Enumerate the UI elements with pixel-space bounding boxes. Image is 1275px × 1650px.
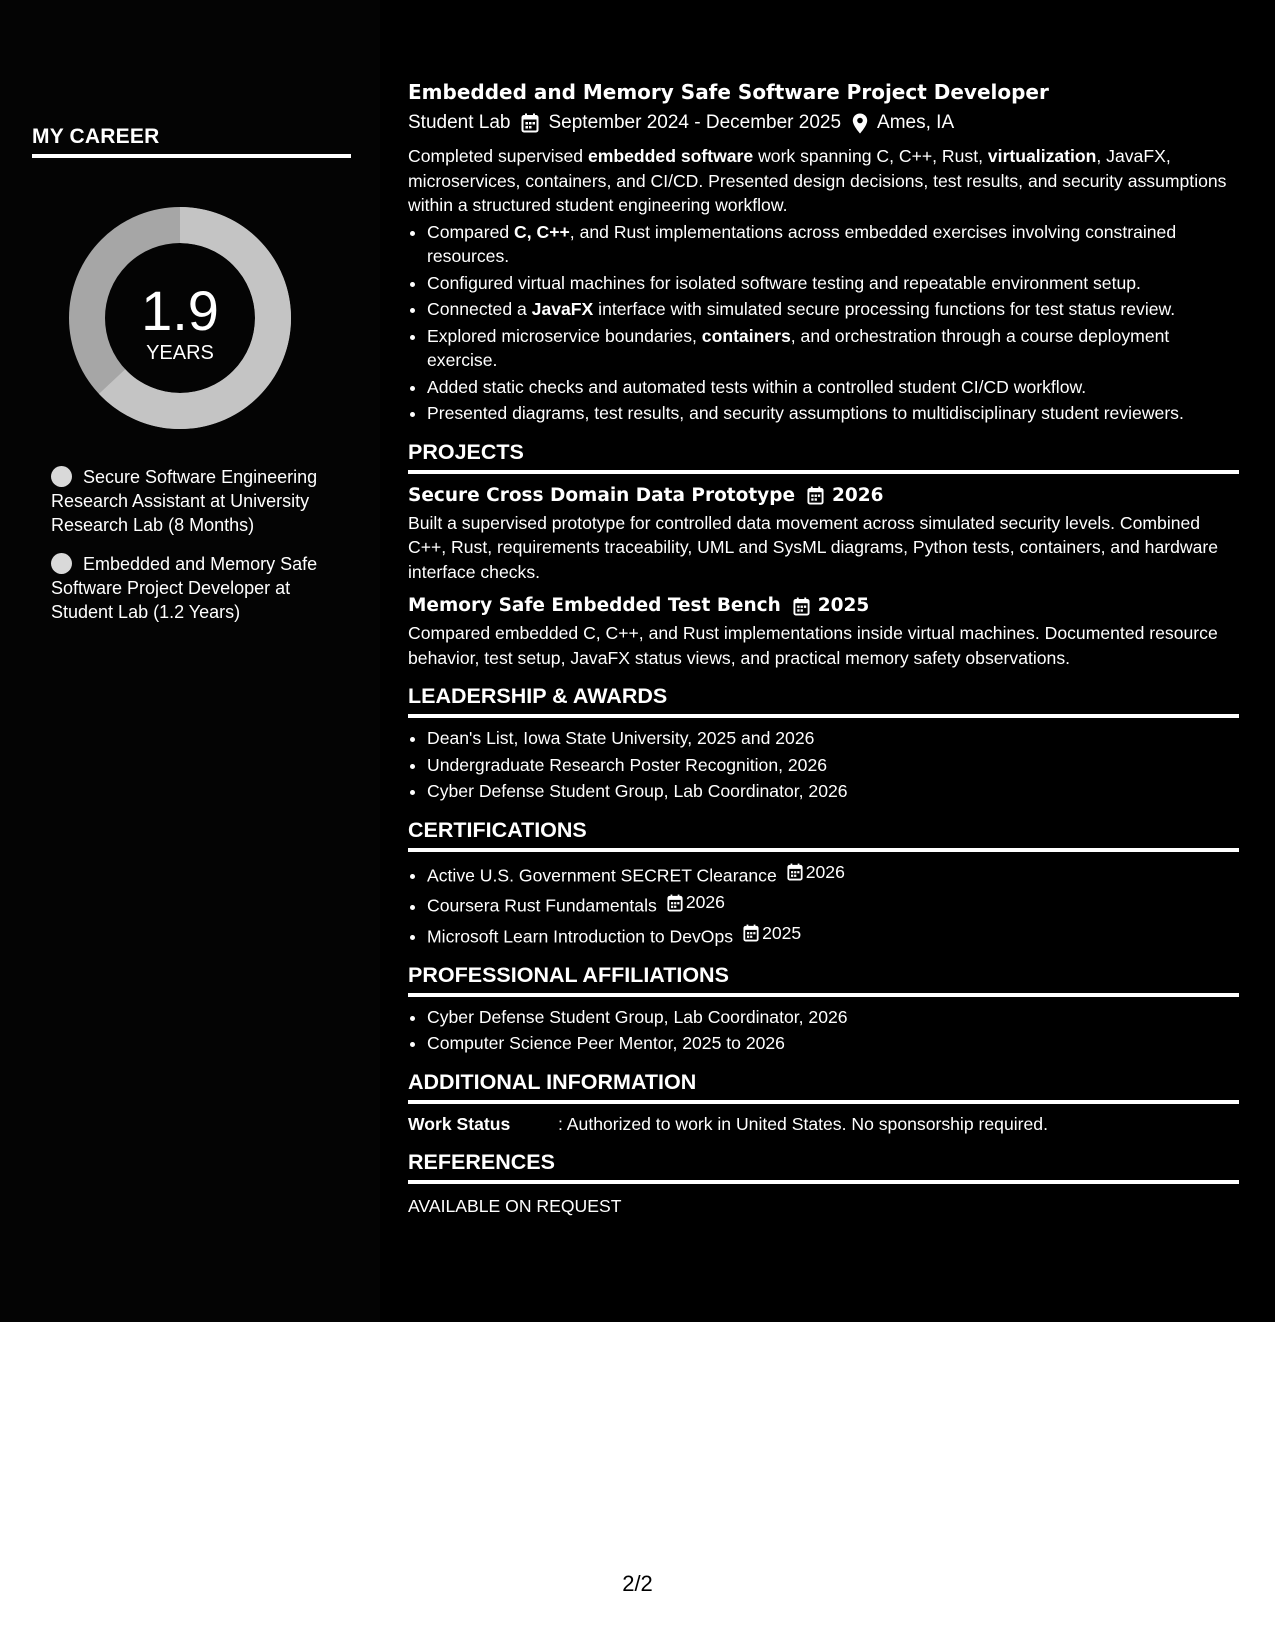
list-item: • Active U.S. Government SECRET Clearance 2026 bbox=[427, 860, 1239, 888]
list-item: • Explored microservice boundaries, containers, and orchestration through a course deployment exercise. bbox=[427, 324, 1239, 373]
page-number: 2/2 bbox=[622, 1571, 653, 1596]
project-year: 2025 bbox=[817, 595, 870, 616]
project-description: Built a supervised prototype for controlled data movement across simulated security levels. Combined C++, Rust, requirements traceability, UML and SysML diagrams, Python tests, containers, and hardware interface checks. bbox=[408, 512, 1219, 582]
job-meta bbox=[408, 110, 1239, 136]
job-dates: September 2024 - December 2025 bbox=[548, 112, 842, 133]
list-item: • Compared C, C++, and Rust implementations across embedded exercises involving constrained resources. bbox=[427, 220, 1239, 269]
work-status-row bbox=[408, 1112, 1239, 1136]
section-heading-additional: ADDITIONAL INFORMATION bbox=[408, 1069, 1239, 1104]
list-item: • Microsoft Learn Introduction to DevOps 2025 bbox=[427, 921, 1239, 949]
career-list bbox=[51, 465, 351, 639]
project-year: 2026 bbox=[832, 484, 884, 506]
job-location: Ames, IA bbox=[877, 112, 955, 133]
job-org: Student Lab bbox=[408, 112, 511, 133]
list-item: • Cyber Defense Student Group, Lab Coordinator, 2026 bbox=[427, 779, 1239, 804]
work-status-value: : Authorized to work in United States. No sponsorship required. bbox=[558, 1113, 1048, 1134]
list-item: • Computer Science Peer Mentor, 2025 to 2026 bbox=[427, 1031, 1239, 1056]
calendar-icon bbox=[667, 894, 683, 912]
leadership-list bbox=[408, 726, 1239, 804]
project-title: Memory Safe Embedded Test Bench 2025 bbox=[408, 593, 1239, 619]
list-item: • Coursera Rust Fundamentals 2026 bbox=[427, 890, 1239, 918]
calendar-icon bbox=[743, 924, 759, 942]
bullet-dot-icon bbox=[51, 553, 72, 574]
section-heading-certifications: CERTIFICATIONS bbox=[408, 817, 1239, 852]
section-heading-leadership: LEADERSHIP & AWARDS bbox=[408, 683, 1239, 718]
references-text: AVAILABLE ON REQUEST bbox=[408, 1195, 622, 1216]
calendar-icon bbox=[521, 113, 539, 133]
list-item: • Cyber Defense Student Group, Lab Coordinator, 2026 bbox=[427, 1005, 1239, 1030]
section-heading-affiliations: PROFESSIONAL AFFILIATIONS bbox=[408, 962, 1239, 997]
project-description: Compared embedded C, C++, and Rust implementations inside virtual machines. Documented resource behavior, test setup, JavaFX status views, and practical memory safety observations. bbox=[408, 623, 1218, 668]
career-years-donut bbox=[62, 200, 298, 436]
bullet-dot-icon bbox=[51, 466, 72, 487]
donut-value: 1.9 bbox=[141, 279, 219, 342]
calendar-icon bbox=[793, 597, 810, 616]
list-item: • Undergraduate Research Poster Recognition, 2026 bbox=[427, 753, 1239, 778]
project-title: Secure Cross Domain Data Prototype 2026 bbox=[408, 483, 1239, 509]
section-heading-projects: PROJECTS bbox=[408, 439, 1239, 474]
job-summary: Completed supervised embedded software work spanning C, C++, Rust, virtualization, JavaFX, microservices, containers, and CI/CD. Presented design decisions, test results, and security assumptions within a structured student engineering workflow. bbox=[408, 146, 1227, 215]
list-item: • Connected a JavaFX interface with simulated secure processing functions for test status review. bbox=[427, 297, 1239, 322]
location-pin-icon bbox=[852, 113, 868, 134]
job-bullets bbox=[408, 220, 1239, 426]
certifications-list bbox=[408, 860, 1239, 949]
calendar-icon bbox=[807, 486, 824, 505]
calendar-icon bbox=[787, 863, 803, 881]
sidebar bbox=[0, 0, 380, 1322]
list-item: • Configured virtual machines for isolated software testing and repeatable environment setup. bbox=[427, 271, 1239, 296]
work-status-label: Work Status bbox=[408, 1113, 511, 1134]
list-item: • Dean's List, Iowa State University, 2025 and 2026 bbox=[427, 726, 1239, 751]
donut-unit: YEARS bbox=[146, 342, 214, 364]
career-item: Secure Software Engineering Research Assistant at University Research Lab (8 Months) bbox=[51, 467, 318, 535]
list-item: • Added static checks and automated tests within a controlled student CI/CD workflow. bbox=[427, 375, 1239, 400]
career-item: Embedded and Memory Safe Software Project Developer at Student Lab (1.2 Years) bbox=[51, 554, 318, 622]
job-title: Embedded and Memory Safe Software Project Developer bbox=[408, 80, 1049, 104]
section-heading-references: REFERENCES bbox=[408, 1149, 1239, 1184]
affiliations-list bbox=[408, 1005, 1239, 1056]
list-item: • Presented diagrams, test results, and security assumptions to multidisciplinary student reviewers. bbox=[427, 401, 1239, 426]
main-content bbox=[408, 78, 1239, 1218]
career-heading: MY CAREER bbox=[32, 126, 351, 158]
